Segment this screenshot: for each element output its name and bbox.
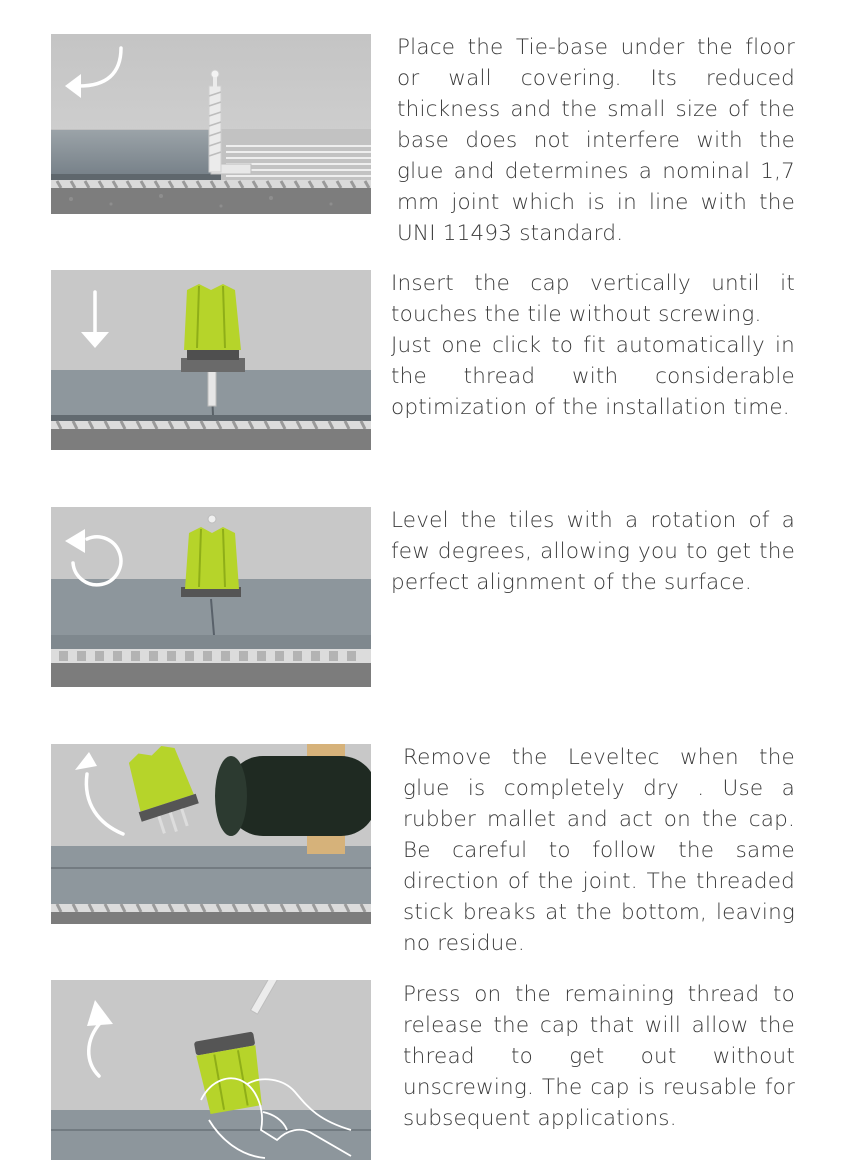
step-2-paragraph-1: Insert the cap vertically until it touches the tile without screwing. [391,271,795,327]
step-1-text [397,32,795,249]
step-1-paragraph-1: Place the Tie-base under the floor or wall covering. Its reduced thickness and the small size of the base does not interfere with the glue and determines a nominal 1,7 mm joint which is in line with the UNI 11493 standard. [397,35,795,246]
step-5-illustration [51,980,371,1160]
step-5-paragraph-1: Press on the remaining thread to release the cap that will allow the thread to get out without unscrewing. The cap is reusable for subsequent applications. [403,982,795,1131]
step-2-text [391,268,795,423]
step-4-paragraph-1: Remove the Leveltec when the glue is completely dry . Use a rubber mallet and act on the cap. Be careful to follow the same direction of the joint. The threaded stick breaks at the bottom, leaving no residue. [403,745,795,956]
step-1-illustration [51,34,371,214]
step-2-illustration [51,270,371,450]
step-3-paragraph-1: Level the tiles with a rotation of a few degrees, allowing you to get the perfect alignment of the surface. [391,508,795,595]
step-2-paragraph-2: Just one click to fit automatically in the thread with considerable optimization of the installation time. [391,333,795,420]
step-5-text [403,979,795,1134]
step-3-text [391,505,795,598]
step-4-text [403,742,795,959]
step-3-illustration [51,507,371,687]
step-4-illustration [51,744,371,924]
